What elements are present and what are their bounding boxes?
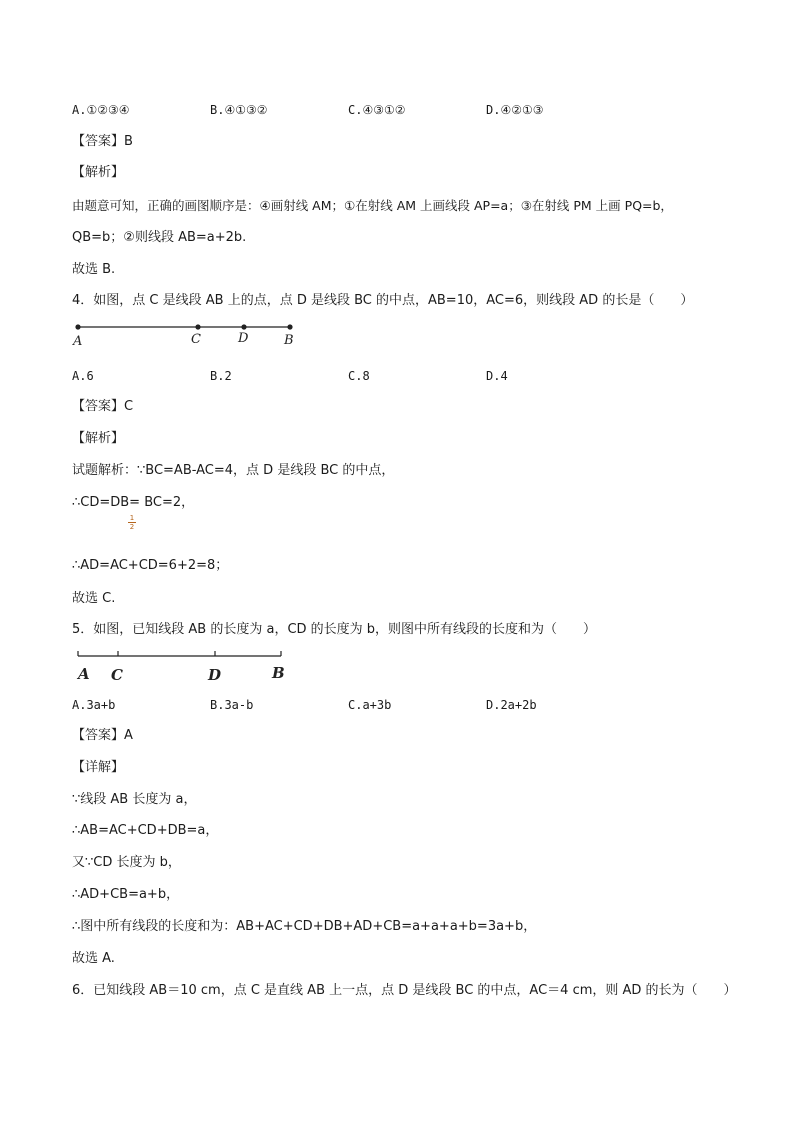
q5-detail-label: 【详解】	[72, 760, 125, 775]
q6-question: 6．已知线段 AB＝10 cm，点 C 是直线 AB 上一点，点 D 是线段 BC 的中点，AC＝4 cm，则 AD 的长为（ ）	[72, 983, 737, 998]
q3-answer: 【答案】B	[72, 134, 133, 149]
q4-fraction-half	[128, 514, 136, 531]
q5-option-a: A.3a+b	[72, 698, 116, 712]
q4-option-c: C.8	[348, 369, 370, 383]
q4-option-d: D.4	[486, 369, 508, 383]
q4-option-a: A.6	[72, 369, 94, 383]
q4-analysis-line1: 试题解析：∵BC=AB-AC=4，点 D 是线段 BC 的中点，	[72, 463, 395, 478]
q4-answer: 【答案】C	[72, 399, 134, 414]
q4-question: 4．如图，点 C 是线段 AB 上的点，点 D 是线段 BC 的中点，AB=10，AC=6，则线段 AD 的长是（ ）	[72, 293, 694, 308]
q5-detail-line1: ∵线段 AB 长度为 a，	[72, 792, 197, 807]
q4-label-c: C	[191, 332, 201, 347]
q3-option-d: D.④②①③	[486, 103, 544, 117]
q4-point-d	[241, 324, 246, 329]
q4-point-b	[287, 324, 292, 329]
q4-analysis-label: 【解析】	[72, 431, 125, 446]
q3-analysis-line1: 由题意可知，正确的画图顺序是：④画射线 AM；①在射线 AM 上画线段 AP=a；③在射线 PM 上画 PQ=b，	[72, 198, 673, 213]
q5-label-b: B	[272, 664, 285, 682]
q5-option-c: C.a+3b	[348, 698, 392, 712]
q5-detail-line4: ∴AD+CB=a+b，	[72, 887, 180, 902]
q4-conclusion: 故选 C.	[72, 591, 116, 606]
q4-point-a	[75, 324, 80, 329]
q5-option-b: B.3a-b	[210, 698, 254, 712]
q3-analysis-label: 【解析】	[72, 165, 125, 180]
q3-conclusion: 故选 B.	[72, 262, 116, 277]
q4-analysis-line2: ∴CD=DB= BC=2，	[72, 495, 195, 510]
q5-detail-line5: ∴图中所有线段的长度和为：AB+AC+CD+DB+AD+CB=a+a+a+b=3a+b，	[72, 919, 537, 934]
q5-label-d: D	[208, 666, 222, 684]
q4-segment-figure	[70, 318, 310, 348]
q3-option-b: B.④①③②	[210, 103, 268, 117]
q4-label-b: B	[284, 333, 294, 348]
q4-label-d: D	[238, 331, 249, 346]
q5-option-d: D.2a+2b	[486, 698, 537, 712]
q5-conclusion: 故选 A.	[72, 951, 115, 966]
q3-analysis-line2: QB=b；②则线段 AB=a+2b.	[72, 230, 247, 245]
q4-option-b: B.2	[210, 369, 232, 383]
q5-label-a: A	[78, 665, 90, 683]
q5-detail-line2: ∴AB=AC+CD+DB=a，	[72, 823, 219, 838]
q4-analysis-line3: ∴AD=AC+CD=6+2=8；	[72, 558, 229, 573]
q3-option-a: A.①②③④	[72, 103, 130, 117]
q4-point-c	[195, 324, 200, 329]
q5-label-c: C	[111, 666, 123, 684]
q5-question: 5．如图，已知线段 AB 的长度为 a，CD 的长度为 b，则图中所有线段的长度和为（ ）	[72, 622, 597, 637]
q4-label-a: A	[73, 334, 83, 349]
q5-segment-figure	[76, 648, 296, 684]
q4-fraction-denominator: 2	[129, 523, 135, 531]
q4-fraction-numerator: 1	[129, 514, 135, 522]
q3-option-c: C.④③①②	[348, 103, 406, 117]
q5-answer: 【答案】A	[72, 728, 133, 743]
q5-detail-line3: 又∵CD 长度为 b，	[72, 855, 181, 870]
